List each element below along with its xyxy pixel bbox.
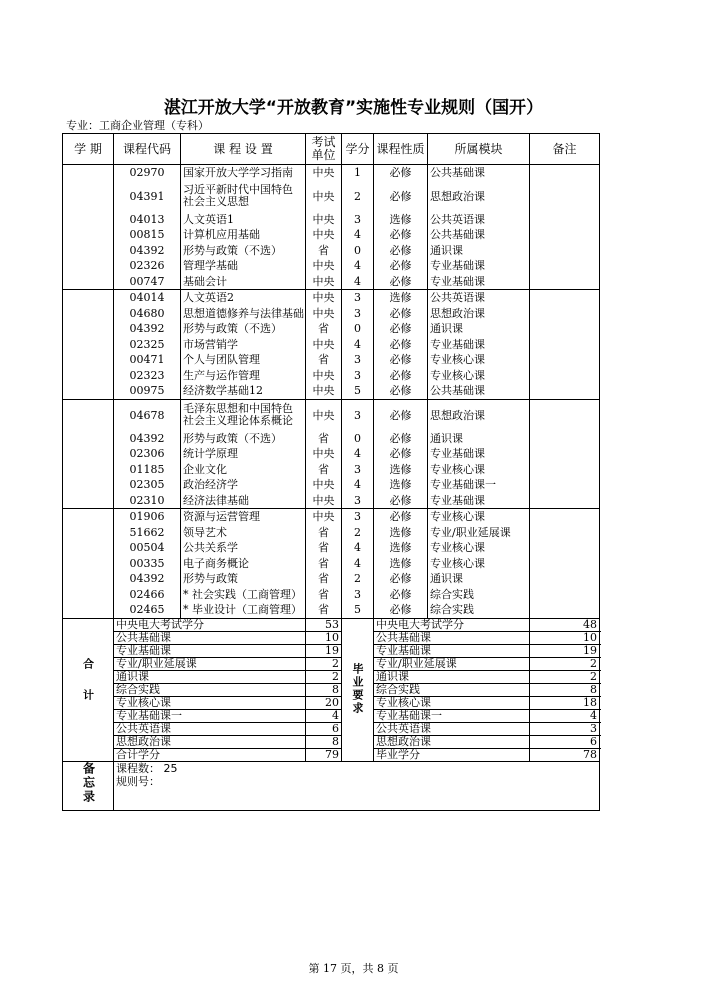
summary-right-label: 公共基础课	[374, 631, 530, 644]
exam-unit: 中央	[306, 493, 342, 509]
exam-unit: 中央	[306, 274, 342, 290]
course-row	[63, 243, 600, 259]
semester-cell	[63, 399, 114, 509]
course-module: 专业核心课	[428, 540, 530, 556]
summary-right-label: 专业基础课	[374, 644, 530, 657]
credit: 5	[342, 602, 374, 618]
summary-left-label: 公共英语课	[114, 722, 306, 735]
credit: 3	[342, 352, 374, 368]
course-nature: 选修	[374, 556, 428, 572]
course-row	[63, 525, 600, 541]
course-name: 国家开放大学学习指南	[181, 165, 306, 181]
exam-unit: 中央	[306, 290, 342, 306]
summary-row	[63, 644, 600, 657]
summary-right-label: 中央电大考试学分	[374, 618, 530, 631]
course-row	[63, 274, 600, 290]
exam-unit: 中央	[306, 212, 342, 228]
course-row	[63, 399, 600, 431]
course-name: 政治经济学	[181, 477, 306, 493]
course-module: 专业核心课	[428, 556, 530, 572]
exam-unit: 省	[306, 556, 342, 572]
course-module: 专业核心课	[428, 368, 530, 384]
exam-unit: 中央	[306, 306, 342, 322]
course-code: 02305	[114, 477, 181, 493]
course-nature: 必修	[374, 446, 428, 462]
course-row	[63, 587, 600, 603]
course-module: 专业基础课	[428, 274, 530, 290]
summary-left-value: 10	[306, 631, 342, 644]
course-code: 04680	[114, 306, 181, 322]
course-nature: 必修	[374, 571, 428, 587]
course-code: 00471	[114, 352, 181, 368]
summary-left-value: 6	[306, 722, 342, 735]
course-name: 统计学原理	[181, 446, 306, 462]
course-row	[63, 306, 600, 322]
course-nature: 必修	[374, 602, 428, 618]
course-code: 04392	[114, 243, 181, 259]
summary-row	[63, 735, 600, 748]
course-module: 思想政治课	[428, 306, 530, 322]
course-code: 00815	[114, 227, 181, 243]
course-nature: 选修	[374, 540, 428, 556]
course-row	[63, 368, 600, 384]
course-name: 个人与团队管理	[181, 352, 306, 368]
credit: 4	[342, 540, 374, 556]
summary-right-value: 2	[530, 670, 600, 683]
course-module: 公共英语课	[428, 212, 530, 228]
exam-unit: 中央	[306, 446, 342, 462]
course-code: 02466	[114, 587, 181, 603]
course-name: 资源与运营管理	[181, 509, 306, 525]
exam-unit: 中央	[306, 383, 342, 399]
remark-cell	[530, 399, 600, 509]
credit: 3	[342, 493, 374, 509]
summary-left-value: 2	[306, 670, 342, 683]
summary-left-value: 53	[306, 618, 342, 631]
course-name: 电子商务概论	[181, 556, 306, 572]
course-nature: 选修	[374, 477, 428, 493]
course-name: 经济法律基础	[181, 493, 306, 509]
exam-unit: 省	[306, 321, 342, 337]
course-module: 思想政治课	[428, 399, 530, 431]
credit: 5	[342, 383, 374, 399]
course-code: 01906	[114, 509, 181, 525]
course-name: 市场营销学	[181, 337, 306, 353]
course-code: 02326	[114, 258, 181, 274]
header-cell: 课程性质	[374, 134, 428, 165]
course-nature: 必修	[374, 431, 428, 447]
header-cell: 课程代码	[114, 134, 181, 165]
exam-unit: 中央	[306, 181, 342, 212]
summary-right-label: 综合实践	[374, 683, 530, 696]
course-row	[63, 446, 600, 462]
exam-unit: 省	[306, 462, 342, 478]
summary-right-value: 10	[530, 631, 600, 644]
summary-row	[63, 670, 600, 683]
notes-row	[63, 761, 600, 810]
summary-row	[63, 696, 600, 709]
summary-right-value: 18	[530, 696, 600, 709]
course-row	[63, 165, 600, 181]
summary-left-label: 综合实践	[114, 683, 306, 696]
course-module: 专业核心课	[428, 462, 530, 478]
course-module: 公共基础课	[428, 165, 530, 181]
course-code: 04392	[114, 571, 181, 587]
exam-unit: 中央	[306, 165, 342, 181]
exam-unit: 省	[306, 602, 342, 618]
header-cell: 所属模块	[428, 134, 530, 165]
header-cell: 学 期	[63, 134, 114, 165]
course-module: 公共基础课	[428, 227, 530, 243]
rule-number: 规则号：	[116, 774, 160, 788]
credit: 4	[342, 446, 374, 462]
exam-unit: 中央	[306, 509, 342, 525]
course-row	[63, 321, 600, 337]
course-count: 课程数： 25	[116, 761, 178, 775]
course-module: 通识课	[428, 243, 530, 259]
course-name: 思想道德修养与法律基础	[181, 306, 306, 322]
summary-right-label: 思想政治课	[374, 735, 530, 748]
summary-left-label: 中央电大考试学分	[114, 618, 306, 631]
course-module: 公共英语课	[428, 290, 530, 306]
summary-right-value: 8	[530, 683, 600, 696]
summary-right-value: 4	[530, 709, 600, 722]
summary-left-value: 8	[306, 683, 342, 696]
course-name: 人文英语2	[181, 290, 306, 306]
semester-cell	[63, 509, 114, 619]
course-row	[63, 383, 600, 399]
course-row	[63, 556, 600, 572]
course-module: 通识课	[428, 431, 530, 447]
course-module: 专业基础课	[428, 493, 530, 509]
course-nature: 必修	[374, 352, 428, 368]
course-nature: 选修	[374, 462, 428, 478]
course-row	[63, 212, 600, 228]
course-name: * 社会实践（工商管理）	[181, 587, 306, 603]
course-nature: 必修	[374, 306, 428, 322]
course-nature: 必修	[374, 399, 428, 431]
course-row	[63, 540, 600, 556]
course-code: 02325	[114, 337, 181, 353]
course-code: 04013	[114, 212, 181, 228]
curriculum-table	[62, 133, 600, 811]
course-module: 专业基础课	[428, 446, 530, 462]
course-code: 04392	[114, 321, 181, 337]
major-label: 专业：工商企业管理（专科）	[66, 119, 209, 132]
summary-right-label: 专业/职业延展课	[374, 657, 530, 670]
notes-label	[63, 761, 114, 810]
course-name: 形势与政策（不选）	[181, 243, 306, 259]
course-name: 企业文化	[181, 462, 306, 478]
course-code: 04391	[114, 181, 181, 212]
course-code: 51662	[114, 525, 181, 541]
course-module: 专业基础课	[428, 258, 530, 274]
credit: 0	[342, 431, 374, 447]
credit: 3	[342, 509, 374, 525]
course-row	[63, 462, 600, 478]
course-name: 毛泽东思想和中国特色社会主义理论体系概论	[181, 399, 306, 431]
credit: 4	[342, 477, 374, 493]
header-cell: 课 程 设 置	[181, 134, 306, 165]
summary-row	[63, 722, 600, 735]
course-module: 思想政治课	[428, 181, 530, 212]
semester-cell	[63, 165, 114, 290]
course-code: 00975	[114, 383, 181, 399]
course-code: 01185	[114, 462, 181, 478]
summary-left-value: 19	[306, 644, 342, 657]
course-module: 综合实践	[428, 587, 530, 603]
summary-left-value: 79	[306, 748, 342, 761]
credit: 0	[342, 243, 374, 259]
summary-right-label: 毕业学分	[374, 748, 530, 761]
summary-row	[63, 748, 600, 761]
summary-row	[63, 683, 600, 696]
credit: 4	[342, 274, 374, 290]
course-row	[63, 290, 600, 306]
credit: 4	[342, 556, 374, 572]
exam-unit: 省	[306, 571, 342, 587]
course-row	[63, 258, 600, 274]
exam-unit: 中央	[306, 337, 342, 353]
credit: 0	[342, 321, 374, 337]
summary-left-value: 2	[306, 657, 342, 670]
course-nature: 必修	[374, 587, 428, 603]
credit: 3	[342, 368, 374, 384]
course-row	[63, 181, 600, 212]
summary-right-value: 6	[530, 735, 600, 748]
course-code: 02465	[114, 602, 181, 618]
remark-cell	[530, 290, 600, 400]
course-row	[63, 337, 600, 353]
semester-cell	[63, 290, 114, 400]
exam-unit: 中央	[306, 227, 342, 243]
course-row	[63, 602, 600, 618]
course-nature: 选修	[374, 212, 428, 228]
credit: 2	[342, 181, 374, 212]
course-module: 综合实践	[428, 602, 530, 618]
course-name: 形势与政策	[181, 571, 306, 587]
credit: 3	[342, 587, 374, 603]
header-cell: 学分	[342, 134, 374, 165]
course-code: 04014	[114, 290, 181, 306]
summary-right-value: 19	[530, 644, 600, 657]
summary-row	[63, 618, 600, 631]
credit: 3	[342, 212, 374, 228]
course-nature: 必修	[374, 274, 428, 290]
page-title: 湛江开放大学“开放教育”实施性专业规则（国开）	[163, 98, 544, 118]
exam-unit: 中央	[306, 368, 342, 384]
course-name: 公共关系学	[181, 540, 306, 556]
summary-left-label: 专业核心课	[114, 696, 306, 709]
notes-body	[114, 761, 600, 810]
course-row	[63, 227, 600, 243]
summary-left-label: 合计学分	[114, 748, 306, 761]
credit: 2	[342, 525, 374, 541]
course-nature: 必修	[374, 181, 428, 212]
course-module: 通识课	[428, 571, 530, 587]
exam-unit: 省	[306, 431, 342, 447]
summary-left-label: 专业基础课一	[114, 709, 306, 722]
exam-unit: 省	[306, 243, 342, 259]
notes-label-text: 备忘录	[81, 761, 96, 804]
credit: 3	[342, 306, 374, 322]
summary-row	[63, 709, 600, 722]
course-module: 通识课	[428, 321, 530, 337]
exam-unit: 省	[306, 540, 342, 556]
summary-row	[63, 631, 600, 644]
course-row	[63, 352, 600, 368]
summary-left-label: 专业基础课	[114, 644, 306, 657]
header-cell: 备注	[530, 134, 600, 165]
credit: 4	[342, 258, 374, 274]
summary-row	[63, 657, 600, 670]
summary-left-label: 专业/职业延展课	[114, 657, 306, 670]
credit: 2	[342, 571, 374, 587]
course-code: 04678	[114, 399, 181, 431]
summary-right-label: 专业基础课一	[374, 709, 530, 722]
credit: 4	[342, 227, 374, 243]
course-nature: 必修	[374, 165, 428, 181]
course-row	[63, 477, 600, 493]
summary-left-value: 8	[306, 735, 342, 748]
summary-right-value: 3	[530, 722, 600, 735]
course-name: 管理学基础	[181, 258, 306, 274]
total-label	[63, 618, 114, 761]
page-footer: 第 17 页，共 8 页	[308, 962, 399, 975]
credit: 3	[342, 399, 374, 431]
course-name: 形势与政策（不选）	[181, 431, 306, 447]
course-nature: 必修	[374, 243, 428, 259]
summary-left-label: 公共基础课	[114, 631, 306, 644]
grad-label	[342, 618, 374, 761]
course-name: 领导艺术	[181, 525, 306, 541]
summary-left-label: 思想政治课	[114, 735, 306, 748]
summary-right-value: 78	[530, 748, 600, 761]
course-code: 02323	[114, 368, 181, 384]
exam-unit: 省	[306, 525, 342, 541]
course-code: 00504	[114, 540, 181, 556]
exam-unit: 中央	[306, 258, 342, 274]
course-code: 02970	[114, 165, 181, 181]
exam-unit: 中央	[306, 399, 342, 431]
exam-unit: 中央	[306, 477, 342, 493]
credit: 4	[342, 337, 374, 353]
grad-label-text: 毕业要求	[351, 662, 364, 715]
course-code: 02306	[114, 446, 181, 462]
course-code: 02310	[114, 493, 181, 509]
summary-right-label: 公共英语课	[374, 722, 530, 735]
course-code: 00335	[114, 556, 181, 572]
summary-right-label: 通识课	[374, 670, 530, 683]
course-name: 基础会计	[181, 274, 306, 290]
course-name: 习近平新时代中国特色社会主义思想	[181, 181, 306, 212]
course-name: 人文英语1	[181, 212, 306, 228]
summary-left-value: 20	[306, 696, 342, 709]
course-name: 计算机应用基础	[181, 227, 306, 243]
remark-cell	[530, 509, 600, 619]
summary-left-label: 通识课	[114, 670, 306, 683]
exam-unit: 省	[306, 587, 342, 603]
course-name: 经济数学基础12	[181, 383, 306, 399]
course-nature: 选修	[374, 290, 428, 306]
course-nature: 必修	[374, 227, 428, 243]
remark-cell	[530, 165, 600, 290]
course-row	[63, 431, 600, 447]
course-name: 形势与政策（不选）	[181, 321, 306, 337]
credit: 3	[342, 290, 374, 306]
course-nature: 必修	[374, 258, 428, 274]
course-nature: 必修	[374, 321, 428, 337]
header-cell: 考试单位	[306, 134, 342, 165]
credit: 1	[342, 165, 374, 181]
course-module: 专业基础课一	[428, 477, 530, 493]
course-nature: 必修	[374, 493, 428, 509]
table-header	[63, 134, 600, 165]
summary-left-value: 4	[306, 709, 342, 722]
summary-right-label: 专业核心课	[374, 696, 530, 709]
course-module: 专业核心课	[428, 352, 530, 368]
course-code: 04392	[114, 431, 181, 447]
course-module: 公共基础课	[428, 383, 530, 399]
course-row	[63, 493, 600, 509]
course-nature: 选修	[374, 525, 428, 541]
course-nature: 必修	[374, 509, 428, 525]
course-name: * 毕业设计（工商管理）	[181, 602, 306, 618]
course-nature: 必修	[374, 337, 428, 353]
total-label-text: 合计	[81, 657, 95, 720]
course-row	[63, 571, 600, 587]
course-row	[63, 509, 600, 525]
credit: 3	[342, 462, 374, 478]
summary-right-value: 2	[530, 657, 600, 670]
course-code: 00747	[114, 274, 181, 290]
course-module: 专业核心课	[428, 509, 530, 525]
course-module: 专业/职业延展课	[428, 525, 530, 541]
course-module: 专业基础课	[428, 337, 530, 353]
course-nature: 必修	[374, 383, 428, 399]
course-nature: 必修	[374, 368, 428, 384]
summary-right-value: 48	[530, 618, 600, 631]
course-name: 生产与运作管理	[181, 368, 306, 384]
exam-unit: 省	[306, 352, 342, 368]
